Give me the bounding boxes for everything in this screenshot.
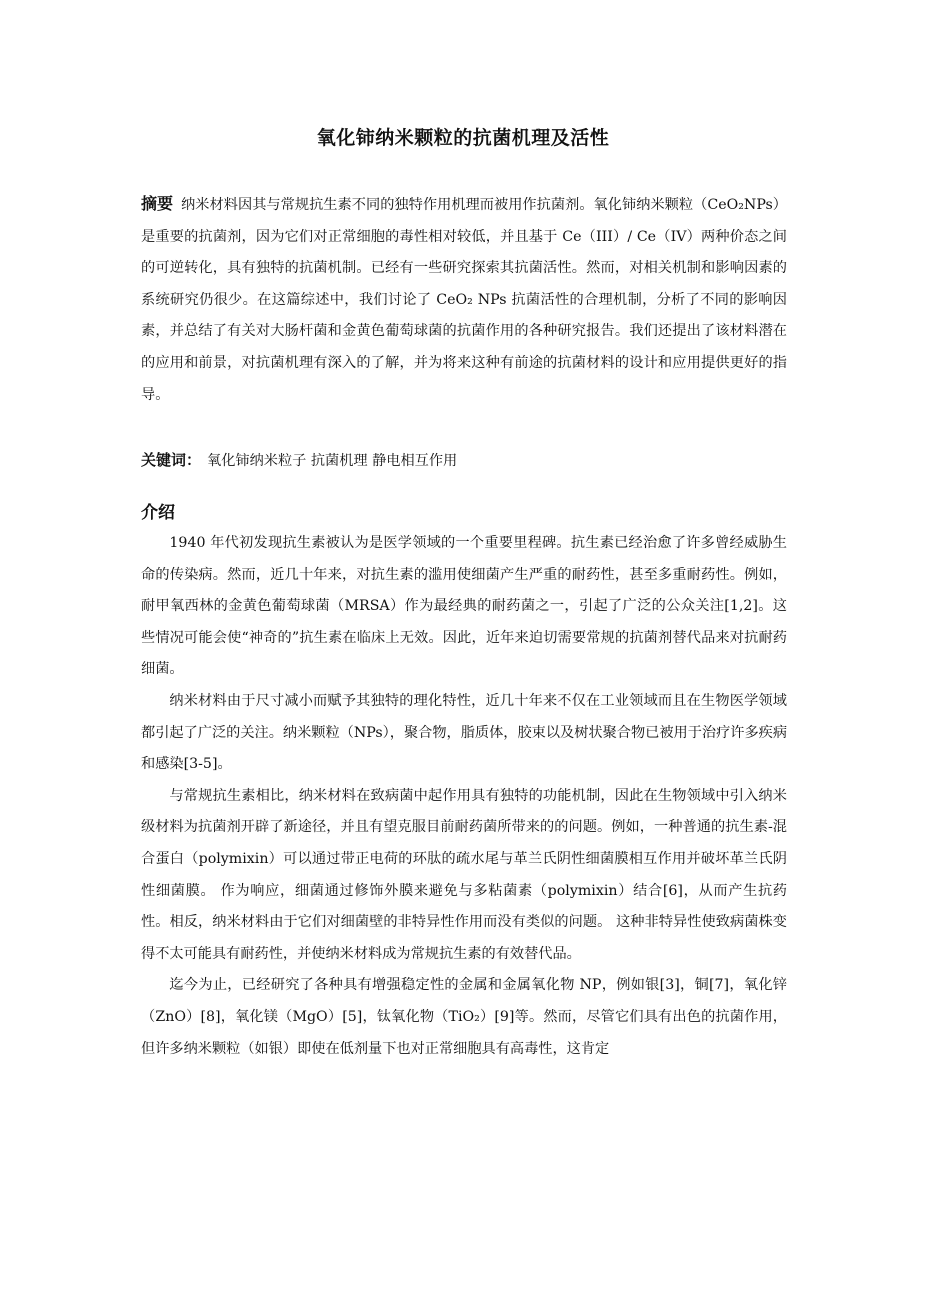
keywords xyxy=(141,445,787,476)
section-heading-introduction: 介绍 xyxy=(141,503,175,523)
keywords-text: 氧化铈纳米粒子 抗菌机理 静电相互作用 xyxy=(207,453,458,469)
intro-paragraph-2: 纳米材料由于尺寸减小而赋予其独特的理化特性，近几十年来不仅在工业领域而且在生物医学领域都引起了广泛的关注。纳米颗粒（NPs），聚合物，脂质体，胶束以及树状聚合物已被用于治疗许多疾病和感染[3-5]。 xyxy=(141,692,788,773)
paper-title: 氧化铈纳米颗粒的抗菌机理及活性 xyxy=(316,127,610,149)
keywords-label: 关键词： xyxy=(141,451,202,469)
intro-paragraph-3: 与常规抗生素相比，纳米材料在致病菌中起作用具有独特的功能机制，因此在生物领域中引入纳米级材料为抗菌剂开辟了新途径，并且有望克服目前耐药菌所带来的的问题。例如，一种普通的抗生素-混合蛋白（polymixin）可以通过带正电荷的环肽的疏水尾与革兰氏阴性细菌膜相互作用并破坏革兰氏阴性细菌膜。 作为响应，细菌通过修饰外膜来避免与多粘菌素（polymixin）结合[6]，从而产生抗药性。相反，纳米材料由于它们对细菌壁的非特异性作用而没有类似的问题。 这种非特异性使致病菌株变得不太可能具有耐药性，并使纳米材料成为常规抗生素的有效替代品。 xyxy=(141,787,787,962)
abstract-text: 纳米材料因其与常规抗生素不同的独特作用机理而被用作抗菌剂。氧化铈纳米颗粒（CeO₂NPs）是重要的抗菌剂，因为它们对正常细胞的毒性相对较低，并且基于 Ce（III）/ Ce（IV）两种价态之间的可逆转化，具有独特的抗菌机制。已经有一些研究探索其抗菌活性。然而，对相关机制和影响因素的系统研究仍很少。在这篇综述中，我们讨论了 CeO₂ NPs 抗菌活性的合理机制，分析了不同的影响因素，并总结了有关对大肠杆菌和金黄色葡萄球菌的抗菌作用的各种研究报告。我们还提出了该材料潜在的应用和前景，对抗菌机理有深入的了解，并为将来这种有前途的抗菌材料的设计和应用提供更好的指导。 xyxy=(141,197,787,403)
abstract-label: 摘要 xyxy=(141,194,174,213)
abstract xyxy=(141,188,787,411)
introduction-body xyxy=(141,528,787,1065)
intro-paragraph-4: 迄今为止，已经研究了各种具有增强稳定性的金属和金属氧化物 NP，例如银[3]，铜[7]，氧化锌（ZnO）[8]，氧化镁（MgO）[5]，钛氧化物（TiO₂）[9]等。然而，尽管它们具有出色的抗菌作用，但许多纳米颗粒（如银）即使在低剂量下也对正常细胞具有高毒性，这肯定 xyxy=(141,977,787,1057)
intro-paragraph-1: 1940 年代初发现抗生素被认为是医学领域的一个重要里程碑。抗生素已经治愈了许多曾经威胁生命的传染病。然而，近几十年来，对抗生素的滥用使细菌产生严重的耐药性，甚至多重耐药性。例如，耐甲氧西林的金黄色葡萄球菌（MRSA）作为最经典的耐药菌之一，引起了广泛的公众关注[1,2]。这些情况可能会使“神奇的”抗生素在临床上无效。因此，近年来迫切需要常规的抗菌剂替代品来对抗耐药细菌。 xyxy=(141,535,787,678)
